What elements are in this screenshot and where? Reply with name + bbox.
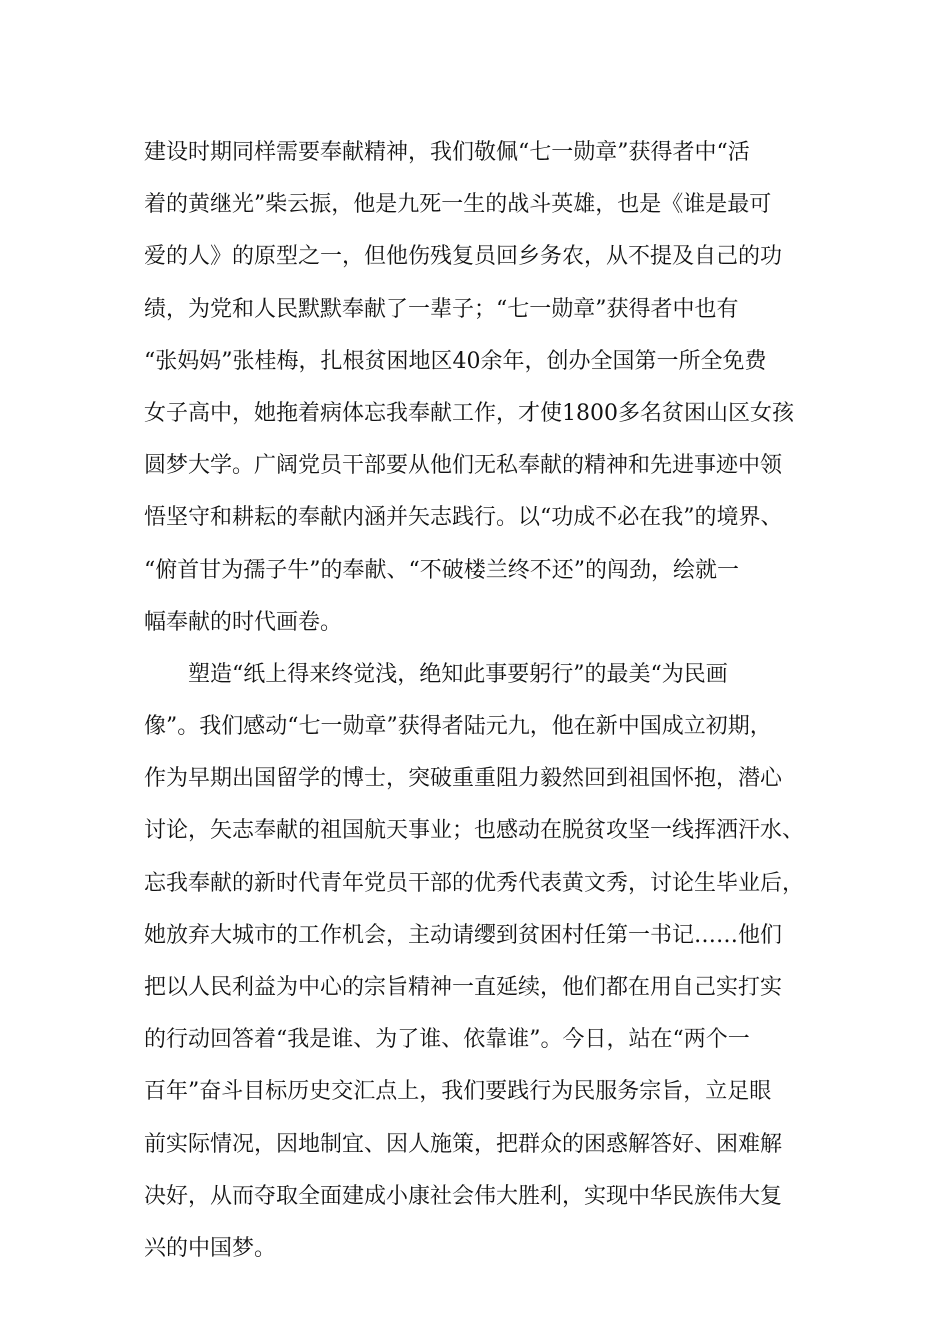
text-line: 的行动回答着“我是谁、为了谁、依靠谁”。今日，站在“两个一 [144, 1027, 750, 1053]
text-line: 决好，从而夺取全面建成小康社会伟大胜利，实现中华民族伟大复 [144, 1183, 783, 1209]
text-line: 兴的中国梦。 [144, 1235, 277, 1261]
text-line: “俯首甘为孺子牛”的奉献、“不破楼兰终不还”的闯劲，绘就一 [144, 557, 739, 583]
text-line: 圆梦大学。广阔党员干部要从他们无私奉献的精神和先进事迹中领 [144, 453, 783, 479]
text-line: 幅奉献的时代画卷。 [144, 609, 343, 635]
text-line: 塑造“纸上得来终觉浅，绝知此事要躬行”的最美“为民画 [188, 661, 728, 687]
paragraph-1 [144, 127, 824, 649]
text-line: 女子高中，她拖着病体忘我奉献工作，才使1800多名贫困山区女孩 [144, 400, 794, 426]
document-body [144, 127, 824, 1275]
text-line: 悟坚守和耕耘的奉献内涵并矢志践行。以“功成不必在我”的境界、 [144, 505, 783, 531]
text-line: 前实际情况，因地制宜、因人施策，把群众的困惑解答好、困难解 [144, 1131, 783, 1157]
text-line: 她放弃大城市的工作机会，主动请缨到贫困村任第一书记……他们 [144, 922, 783, 948]
text-line: 建设时期同样需要奉献精神，我们敬佩“七一勋章”获得者中“活 [144, 140, 750, 165]
text-line: 绩，为党和人民默默奉献了一辈子；“七一勋章”获得者中也有 [144, 296, 739, 322]
text-line: 讨论，矢志奉献的祖国航天事业；也感动在脱贫攻坚一线挥洒汗水、 [144, 818, 805, 844]
text-line: 爱的人》的原型之一，但他伤残复员回乡务农，从不提及自己的功 [144, 244, 783, 270]
text-line: 像”。我们感动“七一勋章”获得者陆元九，他在新中国成立初期， [144, 714, 772, 740]
text-line: 作为早期出国留学的博士，突破重重阻力毅然回到祖国怀抱，潜心 [144, 766, 783, 792]
text-line: “张妈妈”张桂梅，扎根贫困地区40余年，创办全国第一所全免费 [144, 348, 767, 374]
text-line: 把以人民利益为中心的宗旨精神一直延续，他们都在用自己实打实 [144, 975, 783, 1000]
text-line: 着的黄继光”柴云振，他是九死一生的战斗英雄，也是《谁是最可 [144, 192, 772, 218]
paragraph-2 [144, 649, 824, 1275]
text-line: 百年”奋斗目标历史交汇点上，我们要践行为民服务宗旨，立足眼 [144, 1079, 772, 1105]
text-line: 忘我奉献的新时代青年党员干部的优秀代表黄文秀，讨论生毕业后， [144, 870, 805, 896]
